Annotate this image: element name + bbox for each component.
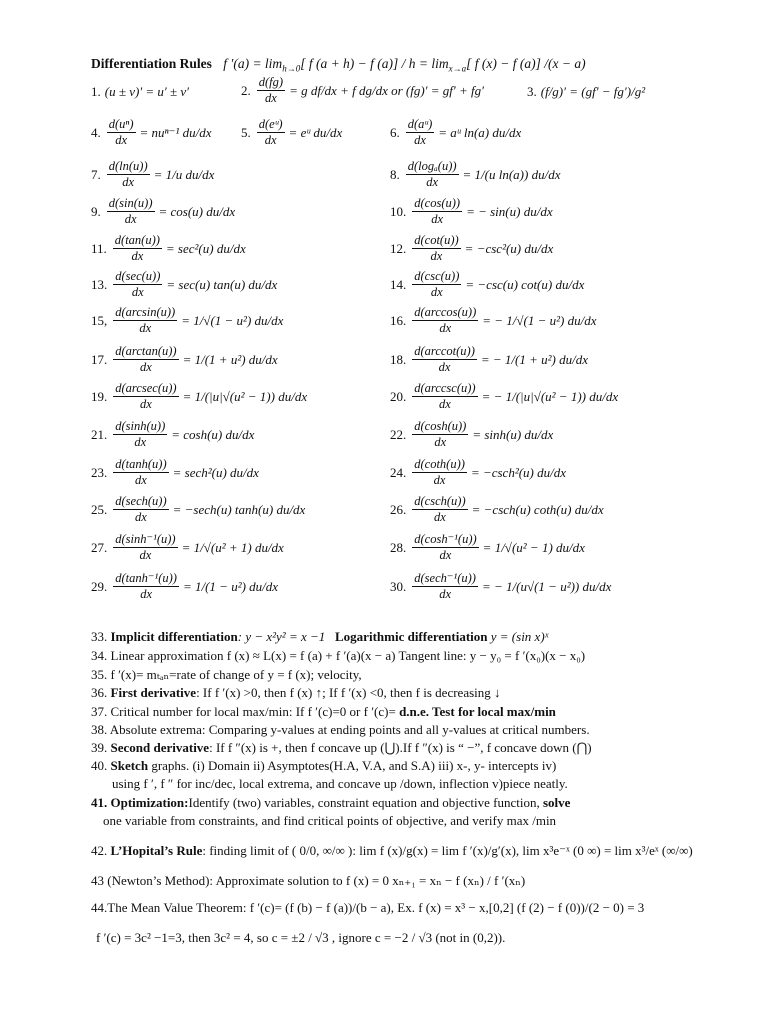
definition-part-2: [ f (a + h) − f (a)] / h = lim (300, 56, 449, 71)
rule-24 (390, 458, 566, 487)
rule-fraction (113, 345, 178, 374)
fraction-numerator: d(arccot(u)) (412, 345, 477, 360)
rule-number: 6. (390, 124, 400, 140)
item-number: 36. (91, 685, 108, 700)
fraction-denominator: dx (140, 587, 153, 602)
rule-number: 3. (527, 84, 537, 99)
logarithmic-example: y = (sin x)ˣ (487, 629, 549, 644)
fraction-denominator: dx (434, 510, 446, 525)
rule-26 (390, 495, 604, 524)
fraction-numerator: d(eᵘ) (257, 118, 285, 133)
rule-rhs: = − 1/(|u|√(u² − 1)) du/dx (481, 388, 619, 404)
rule-number: 28. (390, 539, 407, 555)
rule-number: 21. (91, 426, 108, 442)
rule-fraction (406, 118, 435, 147)
rule-number: 5. (241, 124, 251, 140)
item-42 (91, 843, 693, 859)
rule-rhs: = −csc(u) cot(u) du/dx (465, 276, 585, 292)
rule-number: 23. (91, 464, 108, 480)
item-number: 39. (91, 740, 108, 755)
rule-number: 30. (390, 578, 407, 594)
fraction-denominator: dx (140, 360, 152, 375)
rule-rhs: = sec(u) tan(u) du/dx (166, 276, 278, 292)
rule-number: 18. (390, 351, 407, 367)
item-39 (91, 740, 592, 756)
rule-16 (390, 306, 597, 335)
fraction-numerator: d(csc(u)) (412, 270, 461, 285)
rule-1 (91, 84, 189, 100)
rule-rhs: = 1/(u ln(a)) du/dx (462, 166, 561, 182)
fraction-numerator: d(arccsc(u)) (412, 382, 477, 397)
rule-29 (91, 572, 278, 601)
rule-number: 12. (390, 240, 407, 256)
rule-number: 8. (390, 166, 400, 182)
rule-rhs: = − 1/√(1 − u²) du/dx (482, 312, 597, 328)
rule-fraction (113, 495, 168, 524)
rule-30 (390, 572, 611, 601)
rule-fraction (412, 270, 461, 299)
rule-fraction (107, 118, 136, 147)
rule-20 (390, 382, 618, 411)
rule-5 (241, 118, 342, 147)
fraction-denominator: dx (430, 249, 443, 264)
rule-number: 4. (91, 124, 101, 140)
item-number: 33. (91, 629, 108, 644)
implicit-example: : y − x²y² = x −1 (237, 629, 326, 644)
header-line (91, 56, 586, 74)
rule-rhs: = − 1/(1 + u²) du/dx (480, 351, 588, 367)
rule-rhs: = cos(u) du/dx (158, 203, 236, 219)
rule-number: 1. (91, 84, 101, 99)
rule-fraction (113, 234, 162, 263)
fraction-numerator: d(cot(u)) (412, 234, 460, 249)
fraction-numerator: d(ln(u)) (107, 160, 150, 175)
rule-fraction (412, 345, 477, 374)
rule-fraction (412, 533, 478, 562)
rule-number: 9. (91, 203, 101, 219)
rule-expression: (u ± v)′ = u′ ± v′ (104, 84, 190, 99)
rule-17 (91, 345, 278, 374)
rule-fraction (412, 234, 460, 263)
rule-fraction (113, 420, 167, 449)
item-36 (91, 685, 501, 701)
fraction-numerator: d(sinh(u)) (113, 420, 167, 435)
rule-14 (390, 270, 584, 299)
fraction-denominator: dx (438, 360, 451, 375)
fraction-numerator: d(sec(u)) (113, 270, 162, 285)
solve-emphasis: solve (539, 795, 571, 810)
derivative-definition (223, 56, 586, 74)
rule-number: 29. (91, 578, 108, 594)
rule-2 (241, 76, 484, 105)
fraction-denominator: dx (131, 249, 144, 264)
fraction-numerator: d(tanh⁻¹(u)) (113, 572, 179, 587)
item-number: 40. (91, 758, 108, 773)
rule-number: 26. (390, 501, 407, 517)
fraction-numerator: d(arcsec(u)) (113, 382, 178, 397)
fraction-numerator: d(arctan(u)) (113, 345, 178, 360)
rule-fraction (412, 458, 467, 487)
rule-rhs: = 1/u du/dx (153, 166, 215, 182)
rule-rhs: = g df/dx + f dg/dx or (fg)′ = gf′ + fg′ (289, 82, 484, 98)
fraction-denominator: dx (139, 548, 152, 563)
rule-fraction (113, 270, 162, 299)
fraction-denominator: dx (426, 175, 439, 190)
rule-fraction (107, 197, 155, 226)
item-41-continued: one variable from constraints, and find critical points of objective, and verify max /min (103, 813, 557, 828)
item-41 (91, 795, 570, 811)
item-33 (91, 629, 548, 645)
rule-number: 15, (91, 312, 108, 328)
rule-number: 10. (390, 203, 407, 219)
fraction-denominator: dx (139, 321, 152, 336)
rule-rhs: = 1/√(u² + 1) du/dx (181, 539, 284, 555)
item-35: 35. f ′(x)= mₜₐₙ=rate of change of y = f (x); velocity, (91, 667, 362, 682)
rule-rhs: = 1/√(1 − u²) du/dx (181, 312, 284, 328)
definition-part-1: f ′(a) = lim (223, 56, 283, 71)
rule-6 (390, 118, 521, 147)
rule-number: 19. (91, 388, 108, 404)
item-44-example: f ′(c) = 3c² −1=3, then 3c² = 4, so c = ±2 / √3 , ignore c = −2 / √3 (not in (0,2)). (96, 930, 506, 945)
item-number: 42. (91, 843, 108, 858)
fraction-denominator: dx (135, 473, 147, 488)
rule-9 (91, 197, 235, 226)
rule-fraction (412, 197, 462, 226)
rule-fraction (257, 118, 285, 147)
rule-rhs: = 1/(|u|√(u² − 1)) du/dx (182, 388, 308, 404)
fraction-denominator: dx (414, 133, 426, 148)
item-37 (91, 704, 556, 720)
rule-fraction (113, 572, 179, 601)
item-38: 38. Absolute extrema: Comparing y-values at ending points and all y-values at critical numbers. (91, 722, 590, 737)
optimization-text: Identify (two) variables, constraint equation and objective function, (188, 795, 540, 810)
rule-rhs: = −csch(u) coth(u) du/dx (471, 501, 604, 517)
optimization-heading: 41. Optimization: (91, 795, 189, 810)
fraction-numerator: d(tan(u)) (113, 234, 162, 249)
fraction-numerator: d(cosh(u)) (412, 420, 468, 435)
rule-rhs: = sinh(u) du/dx (472, 426, 554, 442)
rule-3 (527, 84, 645, 100)
rule-rhs: = nuⁿ⁻¹ du/dx (139, 124, 212, 140)
rule-rhs: = −sech(u) tanh(u) du/dx (172, 501, 306, 517)
fraction-denominator: dx (433, 473, 446, 488)
rule-23 (91, 458, 259, 487)
fraction-numerator: d(logₐ(u)) (406, 160, 459, 175)
rule-rhs: = − 1/(u√(1 − u²)) du/dx (481, 578, 612, 594)
fraction-numerator: d(sech⁻¹(u)) (412, 572, 478, 587)
rule-rhs: = cosh(u) du/dx (171, 426, 255, 442)
rule-rhs: = aᵘ ln(a) du/dx (438, 124, 522, 140)
fraction-denominator: dx (131, 285, 144, 300)
rule-21 (91, 420, 254, 449)
rule-rhs: = −csc²(u) du/dx (464, 240, 554, 256)
rule-fraction (412, 382, 477, 411)
fraction-numerator: d(arcsin(u)) (113, 306, 177, 321)
rule-rhs: = eᵘ du/dx (288, 124, 343, 140)
fraction-numerator: d(csch(u)) (412, 495, 467, 510)
rule-fraction (406, 160, 459, 189)
lhopital-heading: L’Hopital’s Rule (110, 843, 203, 858)
fraction-denominator: dx (434, 435, 447, 450)
item-34: 34. Linear approximation f (x) ≈ L(x) = f (a) + f ′(a)(x − a) Tangent line: y − y₀ = f ′(x₀)(x − x₀) (91, 648, 586, 663)
rule-number: 27. (91, 539, 108, 555)
fraction-denominator: dx (124, 212, 137, 227)
fraction-denominator: dx (439, 397, 451, 412)
rule-number: 24. (390, 464, 407, 480)
rule-number: 14. (390, 276, 407, 292)
limit-subscript-2: x→a (448, 63, 467, 74)
item-43: 43 (Newton’s Method): Approximate solution to f (x) = 0 xₙ₊₁ = xₙ − f (xₙ) / f ′(xₙ) (91, 873, 526, 888)
item-40 (91, 758, 556, 774)
fraction-denominator: dx (140, 397, 152, 412)
fraction-denominator: dx (439, 587, 452, 602)
logarithmic-differentiation-heading: Logarithmic differentiation (335, 629, 488, 644)
rule-number: 17. (91, 351, 108, 367)
rule-18 (390, 345, 588, 374)
rule-rhs: = 1/(1 + u²) du/dx (182, 351, 278, 367)
rule-number: 22. (390, 426, 407, 442)
lhopital-text: : finding limit of ( 0/0, ∞/∞ ): lim f (x)/g(x) = lim f ′(x)/g′(x), lim x³e⁻ˣ (0 ∞) = lim x³/eˣ (∞/∞) (202, 843, 693, 858)
rule-fraction (107, 160, 150, 189)
rule-fraction (412, 306, 478, 335)
fraction-denominator: dx (115, 133, 128, 148)
fraction-denominator: dx (430, 285, 443, 300)
fraction-numerator: d(sinh⁻¹(u)) (113, 533, 177, 548)
rule-7 (91, 160, 214, 189)
definition-part-3: [ f (x) − f (a)] /(x − a) (466, 56, 586, 71)
rule-10 (390, 197, 553, 226)
first-derivative-heading: First derivative (110, 685, 197, 700)
fraction-numerator: d(sin(u)) (107, 197, 155, 212)
rule-22 (390, 420, 553, 449)
fraction-numerator: d(tanh(u)) (113, 458, 168, 473)
item-40-continued: using f ′, f ″ for inc/dec, local extrema, and concave up /down, inflection v)piece neatly. (112, 776, 568, 791)
second-derivative-heading: Second derivative (110, 740, 210, 755)
fraction-denominator: dx (439, 548, 452, 563)
item-44: 44.The Mean Value Theorem: f ′(c)= (f (b) − f (a))/(b − a), Ex. f (x) = x³ − x,[0,2] (f (2) − f (0))/(2 − 0) = 3 (91, 900, 645, 915)
rule-rhs: = sec²(u) du/dx (165, 240, 246, 256)
rule-27 (91, 533, 284, 562)
fraction-numerator: d(fg) (257, 76, 285, 91)
fraction-denominator: dx (264, 133, 277, 148)
rule-rhs: = −csch²(u) du/dx (470, 464, 567, 480)
fraction-numerator: d(cos(u)) (412, 197, 462, 212)
rule-12 (390, 234, 553, 263)
fraction-denominator: dx (431, 212, 444, 227)
rule-fraction (113, 533, 177, 562)
fraction-denominator: dx (265, 91, 277, 106)
fraction-numerator: d(arccos(u)) (412, 306, 478, 321)
rule-fraction (257, 76, 285, 105)
rule-13 (91, 270, 277, 299)
local-max-min-test: d.n.e. Test for local max/min (395, 704, 556, 719)
rule-rhs: = 1/(1 − u²) du/dx (182, 578, 279, 594)
sketch-heading: Sketch (110, 758, 149, 773)
rule-4 (91, 118, 212, 147)
rule-11 (91, 234, 246, 263)
second-derivative-text: : If f ″(x) is +, then f concave up (⋃).If f ″(x) is “ −”, f concave down (⋂) (209, 740, 592, 755)
rule-fraction (113, 458, 168, 487)
limit-subscript-1: h→0 (282, 63, 301, 74)
rule-number: 7. (91, 166, 101, 182)
fraction-numerator: d(aᵘ) (406, 118, 435, 133)
rule-number: 13. (91, 276, 108, 292)
fraction-denominator: dx (122, 175, 135, 190)
rule-number: 16. (390, 312, 407, 328)
rule-fraction (113, 382, 178, 411)
rule-19 (91, 382, 307, 411)
rule-rhs: = sech²(u) du/dx (172, 464, 259, 480)
fraction-numerator: d(uⁿ) (107, 118, 136, 133)
fraction-numerator: d(cosh⁻¹(u)) (412, 533, 478, 548)
rule-number: 2. (241, 82, 251, 98)
rule-fraction (113, 306, 177, 335)
rule-number: 25. (91, 501, 108, 517)
rule-15 (91, 306, 283, 335)
rule-8 (390, 160, 560, 189)
rule-25 (91, 495, 305, 524)
fraction-denominator: dx (134, 435, 147, 450)
rule-expression: (f/g)′ = (gf′ − fg′)/g² (540, 84, 646, 99)
rule-28 (390, 533, 585, 562)
sketch-text: graphs. (i) Domain ii) Asymptotes(H.A, V.A, and S.A) iii) x-, y- intercepts iv) (148, 758, 557, 773)
rule-fraction (412, 495, 467, 524)
fraction-numerator: d(sech(u)) (113, 495, 168, 510)
rule-rhs: = − sin(u) du/dx (466, 203, 553, 219)
rule-number: 11. (91, 240, 107, 256)
rule-fraction (412, 572, 478, 601)
rule-rhs: = 1/√(u² − 1) du/dx (482, 539, 585, 555)
rule-fraction (412, 420, 468, 449)
implicit-differentiation-heading: Implicit differentiation (110, 629, 238, 644)
first-derivative-text: : If f ′(x) >0, then f (x) ↑; If f ′(x) <0, then f is decreasing ↓ (196, 685, 501, 700)
rule-number: 20. (390, 388, 407, 404)
fraction-denominator: dx (135, 510, 147, 525)
sheet-title: Differentiation Rules (91, 56, 212, 71)
critical-number-text: 37. Critical number for local max/min: If f ′(c)=0 or f ′(c)= (91, 704, 396, 719)
fraction-numerator: d(coth(u)) (412, 458, 467, 473)
fraction-denominator: dx (439, 321, 452, 336)
